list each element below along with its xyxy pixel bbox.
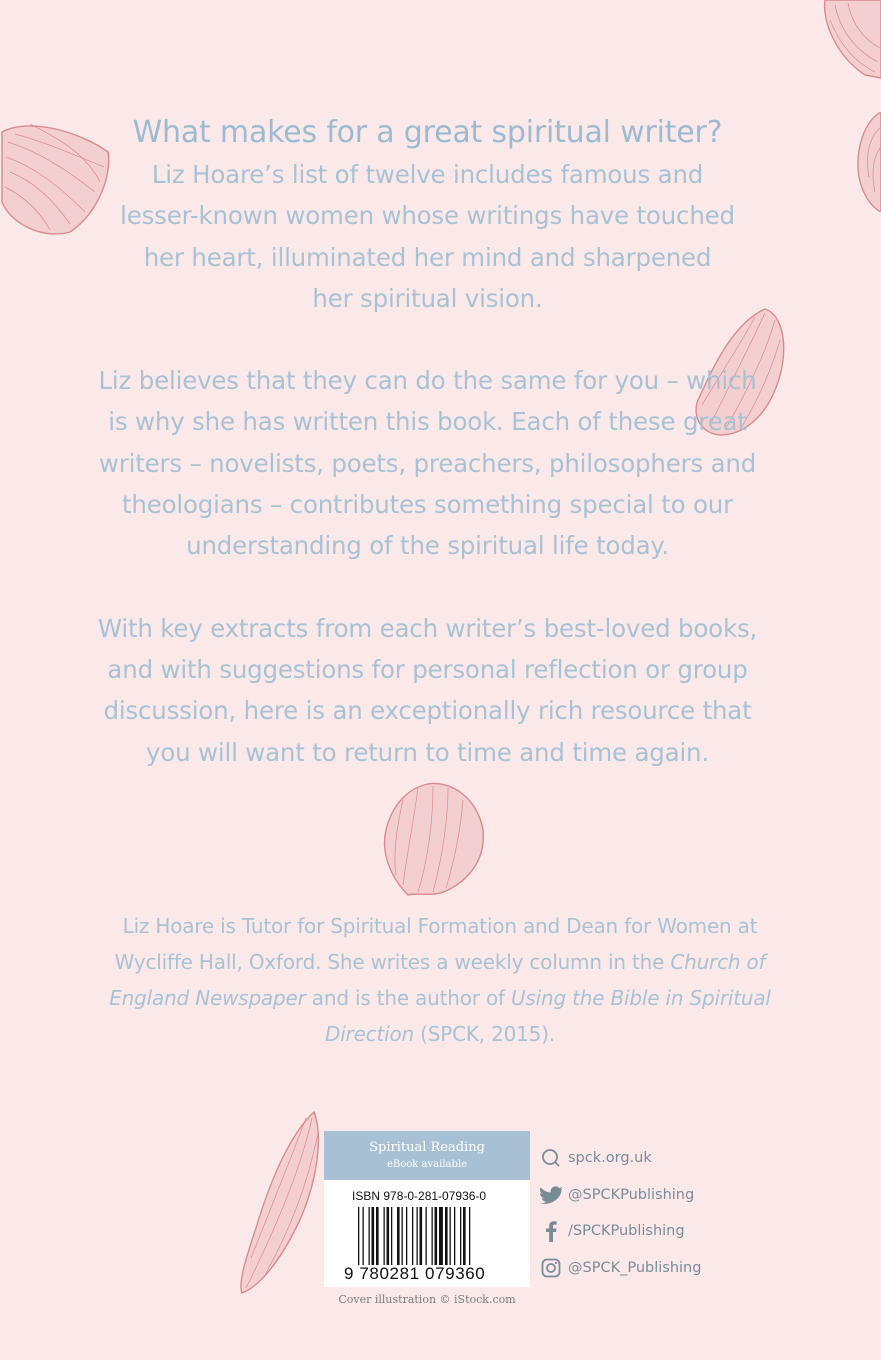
bio-text-1: Liz Hoare is Tutor for Spiritual Formation and Dean for Women at Wycliffe Hall, Oxford. She writes a weekly column in the	[114, 914, 758, 974]
bio-text-3: (SPCK, 2015).	[414, 1022, 555, 1046]
instagram-icon	[540, 1257, 562, 1279]
barcode-digits: 9 780281 079360	[344, 1264, 486, 1283]
search-icon	[540, 1147, 562, 1169]
bio-title-2: Using the Bible in Spiritual Direction	[325, 986, 771, 1046]
social-facebook-label: /SPCKPublishing	[568, 1223, 685, 1240]
blurb-paragraph-3: With key extracts from each writer’s best-loved books, and with suggestions for personal reflection or group discussion, here is an exceptionally rich resource that you will want to return to time and time again.	[97, 613, 758, 767]
social-website[interactable]	[540, 1140, 701, 1177]
barcode-bars	[358, 1207, 498, 1265]
ebook-note: eBook available	[387, 1159, 467, 1170]
series-band	[324, 1131, 530, 1180]
twitter-icon	[540, 1184, 562, 1206]
social-twitter[interactable]	[540, 1177, 701, 1214]
series-title: Spiritual Reading	[369, 1140, 485, 1155]
social-instagram-label: @SPCK_Publishing	[568, 1259, 702, 1276]
petal-top-right-icon	[820, 0, 881, 80]
blurb	[90, 112, 765, 773]
author-bio	[95, 908, 785, 1052]
blurb-paragraph-1: Liz Hoare’s list of twelve includes famous and lesser-known women whose writings have touched her heart, illuminated her mind and sharpened her spiritual vision.	[120, 160, 735, 313]
petal-right-edge-icon	[855, 112, 881, 212]
facebook-icon	[540, 1220, 562, 1242]
isbn-label: ISBN 978-0-281-07936-0	[352, 1189, 487, 1203]
blurb-paragraph-2: Liz believes that they can do the same for you – which is why she has written this book. Each of these great writers – novelists, poets, preachers, philosophers and theologians – contributes something special to our understanding of the spiritual life today.	[98, 366, 757, 561]
cover-credit: Cover illustration © iStock.com	[338, 1293, 516, 1306]
social-instagram[interactable]	[540, 1250, 701, 1287]
social-facebook[interactable]	[540, 1213, 701, 1250]
bio-text-2: and is the author of	[305, 986, 511, 1010]
barcode-box	[324, 1131, 530, 1287]
social-links	[540, 1140, 701, 1286]
social-website-label: spck.org.uk	[568, 1150, 652, 1167]
petal-center-icon	[378, 780, 490, 898]
social-twitter-label: @SPCKPublishing	[568, 1186, 695, 1203]
headline: What makes for a great spiritual writer?	[132, 115, 723, 150]
petal-bottom-left-icon	[236, 1108, 326, 1296]
bio-title-1: Church of England Newspaper	[109, 950, 766, 1010]
